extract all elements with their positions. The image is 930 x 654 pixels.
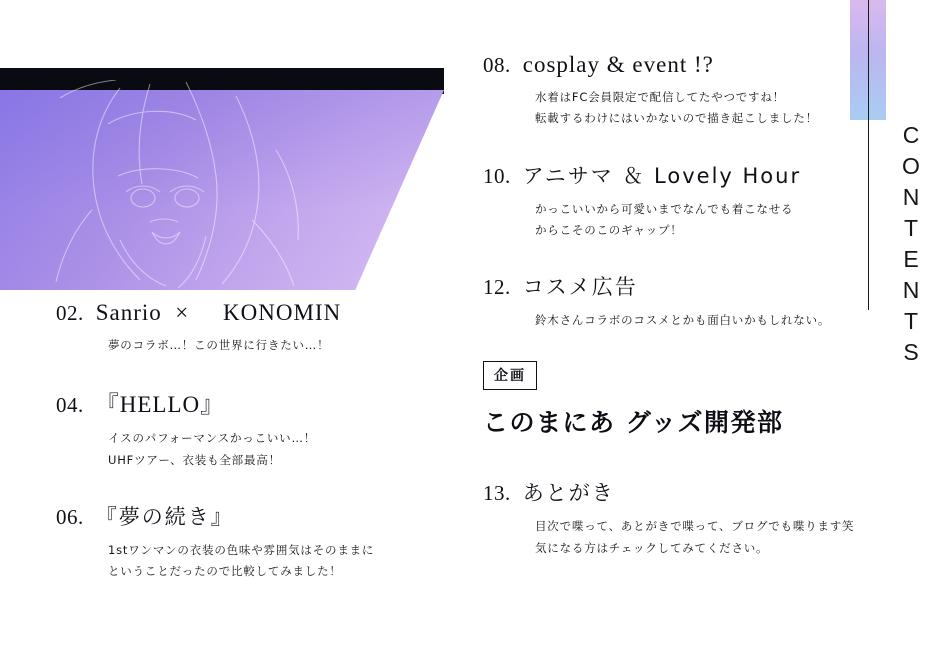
toc-entry-description	[535, 310, 883, 331]
cover-artwork	[0, 68, 444, 290]
special-feature-title: このまにあ グッズ開発部	[483, 408, 784, 438]
toc-entry-number: 10.	[483, 163, 511, 188]
toc-desc-line: からこそのこのギャップ！	[535, 222, 683, 237]
toc-entry-description	[535, 87, 883, 130]
toc-entry-title: 『夢の続き』	[95, 504, 234, 529]
toc-entry-description	[108, 335, 436, 356]
toc-entry-title: あとがき	[522, 481, 615, 506]
character-lineart-illustration	[0, 80, 444, 290]
special-feature-tag: 企画	[483, 361, 537, 390]
toc-entry[interactable]	[483, 271, 883, 331]
toc-desc-line: 1stワンマンの衣装の色味や雰囲気はそのままに	[108, 542, 375, 557]
toc-desc-line: UHFツアー、衣装も全部最高！	[108, 452, 281, 467]
toc-entry[interactable]	[483, 477, 883, 559]
toc-entry-head	[56, 386, 436, 419]
toc-desc-line: 水着はFC会員限定で配信してたやつですね！	[535, 90, 785, 104]
toc-entry-description	[535, 516, 883, 559]
toc-entry-number: 13.	[483, 481, 511, 506]
toc-entry-title: Sanrio × KONOMIN	[95, 300, 342, 325]
toc-entry[interactable]	[56, 501, 436, 583]
toc-entry-head	[483, 160, 883, 190]
toc-entry-head	[56, 501, 436, 531]
toc-desc-line: かっこいいから可愛いまでなんでも着こなせる	[535, 201, 794, 216]
toc-entry-head	[483, 477, 883, 507]
toc-entry-head	[483, 52, 883, 78]
toc-desc-line: 気になる方はチェックしてみてください。	[535, 540, 769, 555]
toc-entry-number: 12.	[483, 275, 511, 300]
toc-entry-number: 04.	[56, 393, 84, 418]
toc-entry[interactable]	[56, 300, 436, 356]
toc-entry-number: 08.	[483, 53, 511, 77]
toc-desc-line: ということだったので比較してみました！	[108, 564, 342, 579]
toc-entry-head	[56, 300, 436, 326]
toc-entry[interactable]	[56, 386, 436, 471]
toc-desc-line: イスのパフォーマンスかっこいい…！	[108, 431, 317, 446]
toc-right-column	[483, 52, 883, 589]
toc-entry-title: 『HELLO』	[95, 392, 225, 418]
toc-entry-description	[108, 428, 436, 471]
toc-desc-line: 目次で喋って、あとがきで喋って、ブログでも喋ります笑	[535, 519, 855, 534]
toc-entry-description	[108, 540, 436, 583]
toc-entry-head	[483, 271, 883, 301]
toc-left-column	[56, 300, 436, 612]
toc-entry[interactable]	[483, 160, 883, 242]
toc-entry-number: 02.	[56, 301, 84, 325]
toc-entry-number: 06.	[56, 504, 84, 529]
toc-entry-title: アニサマ ＆ Lovely Hour	[522, 163, 802, 188]
toc-entry-title: コスメ広告	[522, 275, 638, 300]
contents-heading: CONTENTS	[898, 122, 924, 370]
toc-desc-line: 転載するわけにはいかないので描き起こしました！	[535, 111, 818, 126]
special-feature-block[interactable]	[483, 361, 883, 439]
toc-desc-line: 鈴木さんコラボのコスメとかも面白いかもしれない。	[535, 313, 831, 328]
toc-entry[interactable]	[483, 52, 883, 130]
toc-desc-line: 夢のコラボ…！この世界に行きたい…！	[108, 338, 330, 352]
toc-entry-description	[535, 199, 883, 242]
toc-entry-title: cosplay & event !?	[522, 52, 714, 77]
